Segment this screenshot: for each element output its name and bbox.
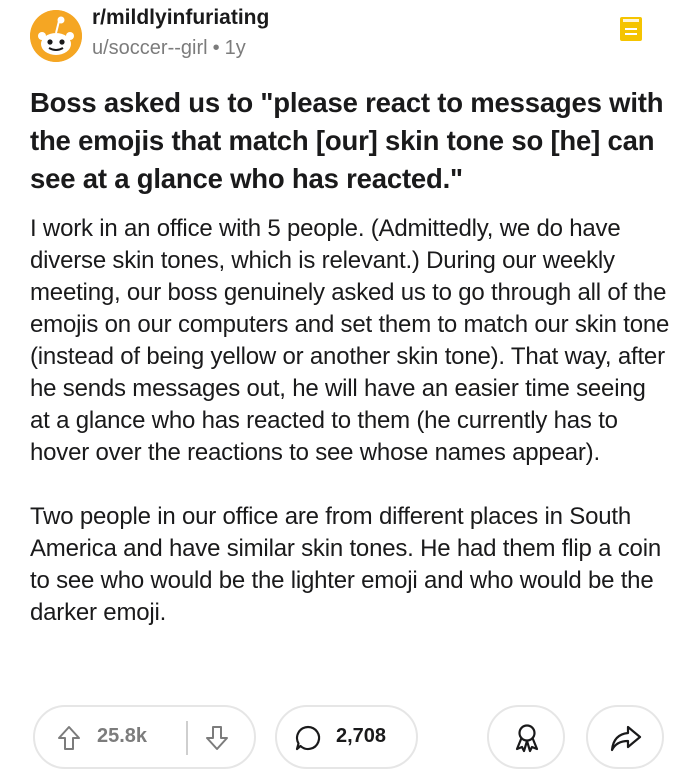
vote-control (33, 705, 256, 769)
downvote-icon[interactable] (205, 725, 229, 751)
comments-button[interactable] (275, 705, 418, 769)
post-title[interactable]: Boss asked us to "please react to messages with the emojis that match [our] skin tone so [he] can see at a glance who has reacted." (30, 87, 664, 194)
award-icon (513, 723, 541, 753)
upvote-count: 25.8k (97, 725, 148, 747)
notes-icon[interactable] (619, 16, 643, 42)
body-paragraph: I work in an office with 5 people. (Admittedly, we do have diverse skin tones, which is relevant.) During our weekly meeting, our boss genuinely asked us to go through all of the emojis on our computers and set them to match our skin tone (instead of being yellow or another skin tone). That way, after he sends messages out, he will have an easier time seeing at a glance who has reacted to them (he currently has to hover over the reactions to see whose names appear). (30, 215, 670, 466)
post-body (30, 213, 670, 629)
award-button[interactable] (487, 705, 565, 769)
author-name[interactable]: u/soccer--girl (92, 37, 208, 59)
vote-divider (186, 721, 188, 755)
comment-count: 2,708 (336, 725, 387, 747)
body-paragraph: Two people in our office are from different places in South America and have similar skin tones. He had them flip a coin to see who would be the lighter emoji and who would be the darker emoji. (30, 503, 661, 626)
upvote-icon[interactable] (57, 725, 81, 751)
action-bar (0, 705, 700, 773)
meta-separator: • (212, 37, 220, 59)
comment-icon (294, 724, 322, 752)
post-meta (92, 37, 246, 60)
post-age: 1y (224, 37, 246, 59)
share-icon (610, 724, 642, 752)
subreddit-name[interactable]: r/mildlyinfuriating (92, 6, 270, 29)
subreddit-avatar[interactable] (30, 10, 82, 62)
share-button[interactable] (586, 705, 664, 769)
post-header (0, 0, 700, 80)
